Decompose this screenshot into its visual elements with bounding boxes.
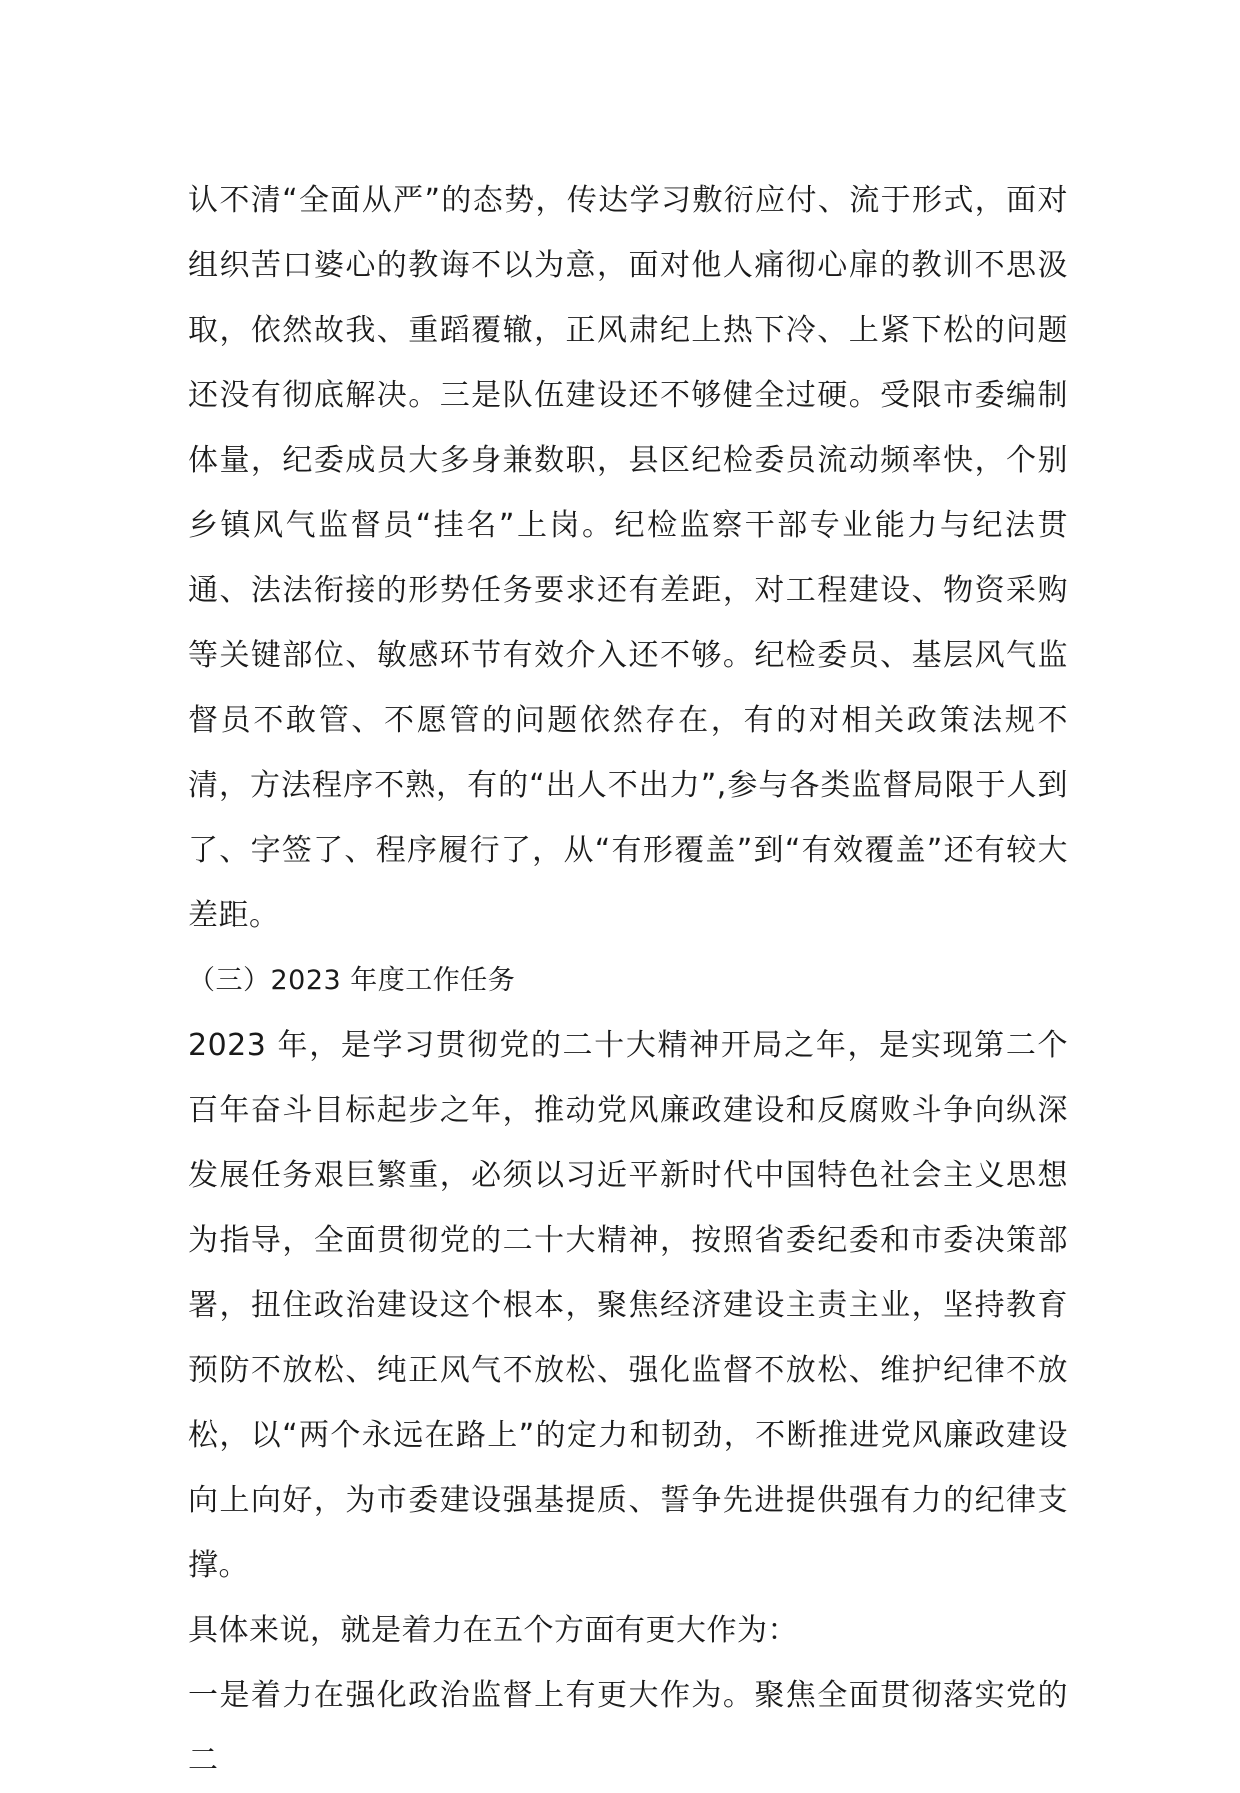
paragraph-team-building-issues: 认不清“全面从严”的态势，传达学习敷衍应付、流于形式，面对组织苦口婆心的教诲不以为意，面对他人痛彻心扉的教训不思汲取，依然故我、重蹈覆辙，正风肃纪上热下冷、上紧下松的问题还没有彻底解决。三是队伍建设还不够健全过硬。受限市委编制体量，纪委成员大多身兼数职，县区纪检委员流动频率快，个别乡镇风气监督员“挂名”上岗。纪检监察干部专业能力与纪法贯通、法法衔接的形势任务要求还有差距，对工程建设、物资采购等关键部位、敏感环节有效介入还不够。纪检委员、基层风气监督员不敢管、不愿管的问题依然存在，有的对相关政策法规不清，方法程序不熟，有的“出人不出力”,参与各类监督局限于人到了、字签了、程序履行了，从“有形覆盖”到“有效覆盖”还有较大差距。: [188, 183, 1068, 933]
paragraph-point-one: 一是着力在强化政治监督上有更大作为。聚焦全面贯彻落实党的二: [188, 1678, 1068, 1778]
paragraph-specifics-intro: 具体来说，就是着力在五个方面有更大作为：: [188, 1613, 798, 1648]
document-body: [188, 168, 1068, 1793]
paragraph-2023-overview: 2023 年，是学习贯彻党的二十大精神开局之年，是实现第二个百年奋斗目标起步之年，推动党风廉政建设和反腐败斗争向纵深发展任务艰巨繁重，必须以习近平新时代中国特色社会主义思想为指导，全面贯彻党的二十大精神，按照省委纪委和市委决策部署，扭住政治建设这个根本，聚焦经济建设主责主业，坚持教育预防不放松、纯正风气不放松、强化监督不放松、维护纪律不放松，以“两个永远在路上”的定力和韧劲，不断推进党风廉政建设向上向好，为市委建设强基提质、誓争先进提供强有力的纪律支撑。: [188, 1028, 1068, 1583]
section-heading-2023-tasks: （三）2023 年度工作任务: [188, 965, 516, 996]
